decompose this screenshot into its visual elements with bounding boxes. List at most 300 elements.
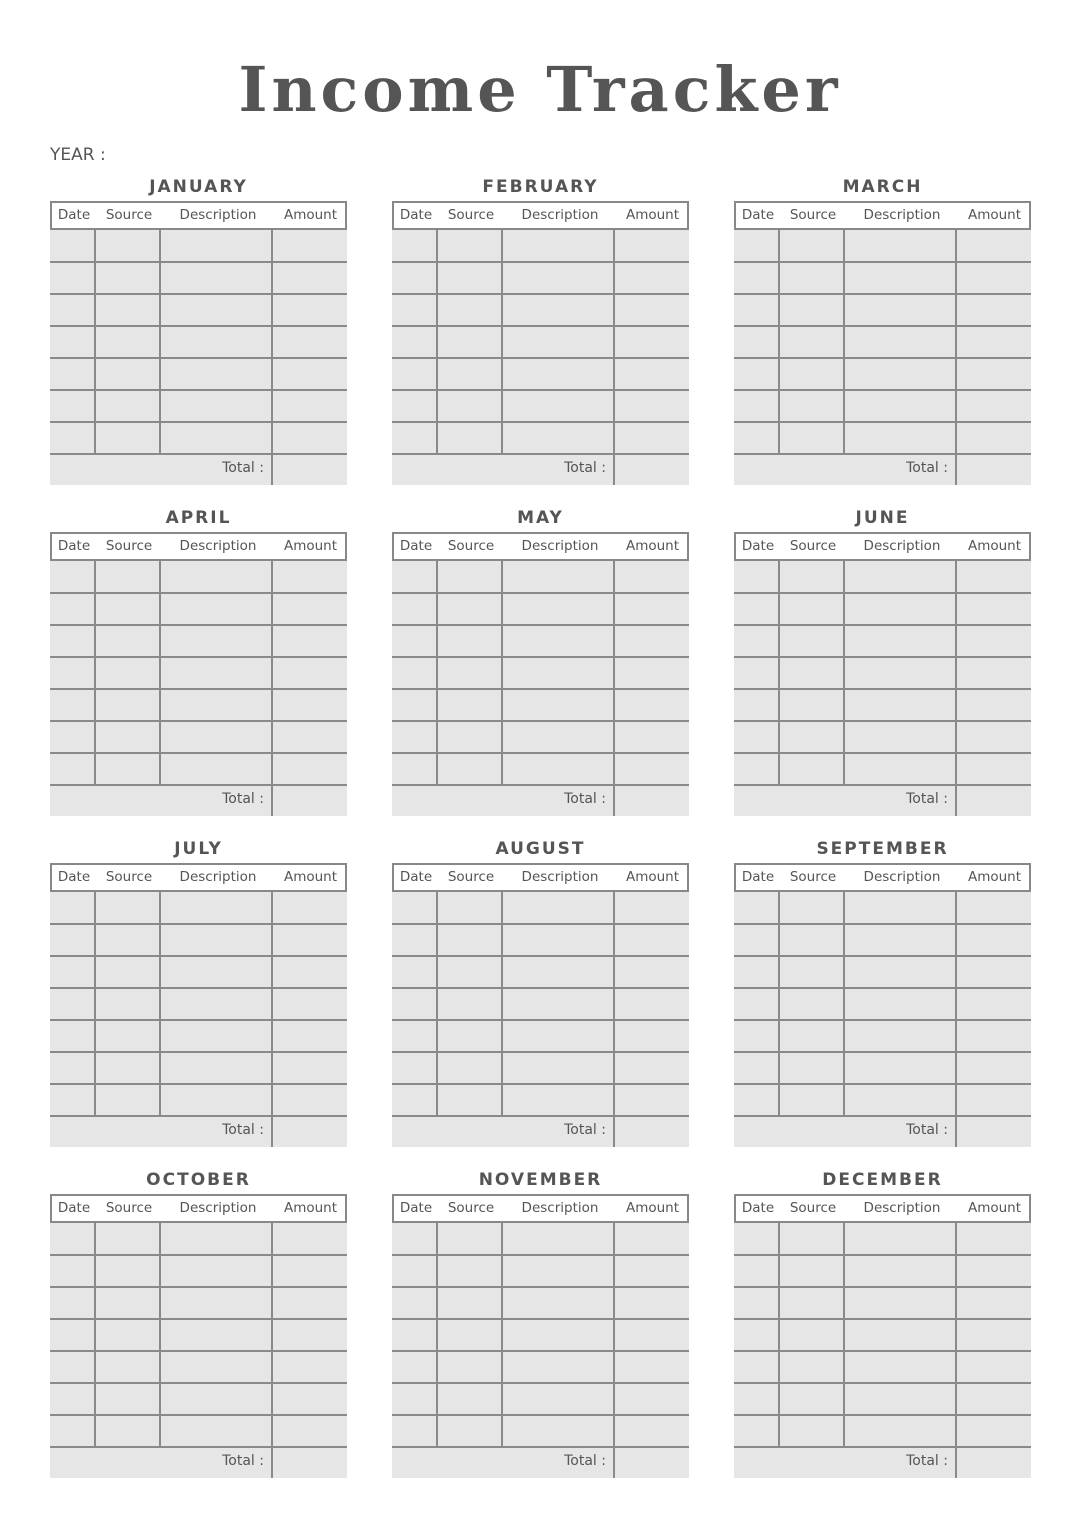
entry-cell-amount[interactable] <box>957 755 1031 785</box>
entry-cell-date[interactable] <box>734 360 778 390</box>
entry-cell-description[interactable] <box>161 1353 271 1383</box>
entry-cell-description[interactable] <box>845 926 955 956</box>
entry-cell-date[interactable] <box>392 894 436 924</box>
entry-cell-date[interactable] <box>734 1022 778 1052</box>
entry-cell-description[interactable] <box>503 1385 613 1415</box>
entry-cell-amount[interactable] <box>273 723 347 753</box>
entry-cell-description[interactable] <box>845 659 955 689</box>
entry-cell-amount[interactable] <box>273 894 347 924</box>
entry-cell-date[interactable] <box>392 990 436 1020</box>
entry-cell-amount[interactable] <box>273 958 347 988</box>
entry-cell-description[interactable] <box>503 1022 613 1052</box>
entry-cell-description[interactable] <box>161 1225 271 1255</box>
entry-cell-source[interactable] <box>780 563 843 593</box>
entry-cell-amount[interactable] <box>615 1321 689 1351</box>
entry-cell-source[interactable] <box>96 627 159 657</box>
entry-cell-description[interactable] <box>503 563 613 593</box>
entry-cell-description[interactable] <box>161 563 271 593</box>
entry-cell-amount[interactable] <box>615 232 689 262</box>
entry-cell-date[interactable] <box>734 691 778 721</box>
entry-cell-amount[interactable] <box>273 1353 347 1383</box>
entry-cell-description[interactable] <box>845 894 955 924</box>
entry-cell-amount[interactable] <box>615 723 689 753</box>
entry-cell-source[interactable] <box>438 296 501 326</box>
entry-cell-description[interactable] <box>845 1289 955 1319</box>
entry-cell-description[interactable] <box>503 1086 613 1116</box>
entry-cell-date[interactable] <box>392 1225 436 1255</box>
entry-cell-date[interactable] <box>734 232 778 262</box>
total-amount-cell[interactable] <box>957 456 1031 485</box>
entry-cell-description[interactable] <box>503 392 613 422</box>
entry-cell-source[interactable] <box>438 264 501 294</box>
entry-cell-date[interactable] <box>734 755 778 785</box>
entry-cell-date[interactable] <box>392 563 436 593</box>
entry-cell-amount[interactable] <box>957 595 1031 625</box>
entry-cell-source[interactable] <box>96 1225 159 1255</box>
entry-cell-date[interactable] <box>734 723 778 753</box>
entry-cell-amount[interactable] <box>615 392 689 422</box>
entry-cell-date[interactable] <box>734 926 778 956</box>
entry-cell-date[interactable] <box>50 990 94 1020</box>
total-amount-cell[interactable] <box>957 787 1031 816</box>
entry-cell-source[interactable] <box>780 1257 843 1287</box>
entry-cell-source[interactable] <box>438 1022 501 1052</box>
entry-cell-amount[interactable] <box>273 1054 347 1084</box>
entry-cell-source[interactable] <box>780 392 843 422</box>
entry-cell-source[interactable] <box>780 1417 843 1447</box>
entry-cell-amount[interactable] <box>273 296 347 326</box>
entry-cell-date[interactable] <box>50 360 94 390</box>
entry-cell-date[interactable] <box>734 1385 778 1415</box>
entry-cell-date[interactable] <box>734 1289 778 1319</box>
entry-cell-date[interactable] <box>734 1353 778 1383</box>
entry-cell-source[interactable] <box>438 328 501 358</box>
entry-cell-description[interactable] <box>845 360 955 390</box>
entry-cell-amount[interactable] <box>615 1054 689 1084</box>
entry-cell-source[interactable] <box>438 1257 501 1287</box>
entry-cell-source[interactable] <box>438 424 501 454</box>
entry-cell-description[interactable] <box>161 659 271 689</box>
entry-cell-amount[interactable] <box>957 563 1031 593</box>
entry-cell-source[interactable] <box>780 958 843 988</box>
entry-cell-source[interactable] <box>96 1289 159 1319</box>
entry-cell-amount[interactable] <box>957 894 1031 924</box>
entry-cell-date[interactable] <box>734 328 778 358</box>
entry-cell-description[interactable] <box>845 1225 955 1255</box>
entry-cell-source[interactable] <box>438 1385 501 1415</box>
entry-cell-source[interactable] <box>438 894 501 924</box>
entry-cell-source[interactable] <box>438 990 501 1020</box>
entry-cell-amount[interactable] <box>273 691 347 721</box>
entry-cell-amount[interactable] <box>957 627 1031 657</box>
entry-cell-amount[interactable] <box>615 424 689 454</box>
entry-cell-amount[interactable] <box>957 990 1031 1020</box>
entry-cell-amount[interactable] <box>957 1225 1031 1255</box>
entry-cell-source[interactable] <box>96 723 159 753</box>
entry-cell-source[interactable] <box>438 926 501 956</box>
entry-cell-amount[interactable] <box>273 659 347 689</box>
entry-cell-description[interactable] <box>161 264 271 294</box>
entry-cell-date[interactable] <box>392 659 436 689</box>
entry-cell-date[interactable] <box>392 1054 436 1084</box>
entry-cell-description[interactable] <box>845 424 955 454</box>
entry-cell-source[interactable] <box>96 691 159 721</box>
entry-cell-amount[interactable] <box>615 1353 689 1383</box>
entry-cell-date[interactable] <box>50 1353 94 1383</box>
entry-cell-description[interactable] <box>503 1257 613 1287</box>
entry-cell-date[interactable] <box>50 1321 94 1351</box>
entry-cell-source[interactable] <box>96 232 159 262</box>
entry-cell-source[interactable] <box>96 1321 159 1351</box>
entry-cell-date[interactable] <box>392 328 436 358</box>
entry-cell-amount[interactable] <box>957 723 1031 753</box>
entry-cell-source[interactable] <box>96 926 159 956</box>
entry-cell-description[interactable] <box>161 755 271 785</box>
entry-cell-date[interactable] <box>734 659 778 689</box>
entry-cell-date[interactable] <box>50 595 94 625</box>
total-amount-cell[interactable] <box>273 1449 347 1478</box>
entry-cell-amount[interactable] <box>957 926 1031 956</box>
entry-cell-description[interactable] <box>503 691 613 721</box>
entry-cell-amount[interactable] <box>615 691 689 721</box>
entry-cell-source[interactable] <box>780 926 843 956</box>
entry-cell-source[interactable] <box>438 1054 501 1084</box>
entry-cell-amount[interactable] <box>957 1022 1031 1052</box>
entry-cell-date[interactable] <box>50 659 94 689</box>
entry-cell-amount[interactable] <box>273 926 347 956</box>
entry-cell-amount[interactable] <box>615 755 689 785</box>
entry-cell-source[interactable] <box>96 1086 159 1116</box>
entry-cell-source[interactable] <box>96 659 159 689</box>
total-amount-cell[interactable] <box>273 456 347 485</box>
entry-cell-description[interactable] <box>503 1353 613 1383</box>
entry-cell-amount[interactable] <box>615 595 689 625</box>
entry-cell-source[interactable] <box>780 691 843 721</box>
entry-cell-description[interactable] <box>845 595 955 625</box>
entry-cell-date[interactable] <box>734 1054 778 1084</box>
entry-cell-source[interactable] <box>780 1289 843 1319</box>
entry-cell-source[interactable] <box>96 595 159 625</box>
entry-cell-source[interactable] <box>780 894 843 924</box>
entry-cell-description[interactable] <box>845 232 955 262</box>
entry-cell-description[interactable] <box>161 1054 271 1084</box>
entry-cell-amount[interactable] <box>615 328 689 358</box>
entry-cell-amount[interactable] <box>273 424 347 454</box>
entry-cell-source[interactable] <box>780 360 843 390</box>
entry-cell-date[interactable] <box>50 563 94 593</box>
total-amount-cell[interactable] <box>615 1118 689 1147</box>
entry-cell-source[interactable] <box>438 1353 501 1383</box>
entry-cell-source[interactable] <box>96 264 159 294</box>
entry-cell-amount[interactable] <box>615 1225 689 1255</box>
entry-cell-source[interactable] <box>780 755 843 785</box>
entry-cell-description[interactable] <box>161 723 271 753</box>
entry-cell-date[interactable] <box>392 755 436 785</box>
entry-cell-source[interactable] <box>780 264 843 294</box>
entry-cell-amount[interactable] <box>957 1385 1031 1415</box>
entry-cell-source[interactable] <box>96 563 159 593</box>
entry-cell-description[interactable] <box>845 1321 955 1351</box>
entry-cell-amount[interactable] <box>957 296 1031 326</box>
entry-cell-amount[interactable] <box>273 627 347 657</box>
entry-cell-date[interactable] <box>734 894 778 924</box>
entry-cell-date[interactable] <box>734 563 778 593</box>
entry-cell-source[interactable] <box>438 563 501 593</box>
entry-cell-date[interactable] <box>392 958 436 988</box>
entry-cell-description[interactable] <box>503 296 613 326</box>
entry-cell-amount[interactable] <box>615 1257 689 1287</box>
entry-cell-date[interactable] <box>392 1417 436 1447</box>
entry-cell-date[interactable] <box>734 990 778 1020</box>
entry-cell-source[interactable] <box>780 1353 843 1383</box>
entry-cell-description[interactable] <box>161 595 271 625</box>
entry-cell-amount[interactable] <box>957 360 1031 390</box>
entry-cell-description[interactable] <box>161 1086 271 1116</box>
entry-cell-amount[interactable] <box>273 1321 347 1351</box>
entry-cell-amount[interactable] <box>615 627 689 657</box>
entry-cell-source[interactable] <box>438 360 501 390</box>
entry-cell-date[interactable] <box>392 691 436 721</box>
entry-cell-source[interactable] <box>96 990 159 1020</box>
entry-cell-date[interactable] <box>734 1417 778 1447</box>
entry-cell-date[interactable] <box>392 1321 436 1351</box>
entry-cell-date[interactable] <box>50 1257 94 1287</box>
entry-cell-amount[interactable] <box>957 691 1031 721</box>
entry-cell-amount[interactable] <box>273 595 347 625</box>
entry-cell-source[interactable] <box>438 691 501 721</box>
entry-cell-description[interactable] <box>161 1385 271 1415</box>
entry-cell-amount[interactable] <box>957 392 1031 422</box>
entry-cell-amount[interactable] <box>615 894 689 924</box>
entry-cell-description[interactable] <box>845 1385 955 1415</box>
entry-cell-description[interactable] <box>845 1353 955 1383</box>
entry-cell-amount[interactable] <box>273 563 347 593</box>
entry-cell-description[interactable] <box>503 1054 613 1084</box>
entry-cell-source[interactable] <box>780 1225 843 1255</box>
entry-cell-description[interactable] <box>161 926 271 956</box>
entry-cell-source[interactable] <box>96 1054 159 1084</box>
entry-cell-source[interactable] <box>96 894 159 924</box>
entry-cell-amount[interactable] <box>615 1086 689 1116</box>
entry-cell-source[interactable] <box>780 990 843 1020</box>
entry-cell-description[interactable] <box>503 232 613 262</box>
entry-cell-source[interactable] <box>780 424 843 454</box>
entry-cell-source[interactable] <box>96 1417 159 1447</box>
entry-cell-description[interactable] <box>503 595 613 625</box>
entry-cell-description[interactable] <box>845 563 955 593</box>
entry-cell-source[interactable] <box>438 723 501 753</box>
entry-cell-date[interactable] <box>50 723 94 753</box>
entry-cell-amount[interactable] <box>957 958 1031 988</box>
entry-cell-description[interactable] <box>503 360 613 390</box>
entry-cell-source[interactable] <box>438 1225 501 1255</box>
entry-cell-amount[interactable] <box>615 990 689 1020</box>
entry-cell-date[interactable] <box>50 894 94 924</box>
entry-cell-date[interactable] <box>392 1257 436 1287</box>
entry-cell-amount[interactable] <box>273 1257 347 1287</box>
entry-cell-date[interactable] <box>50 328 94 358</box>
entry-cell-date[interactable] <box>50 958 94 988</box>
entry-cell-source[interactable] <box>780 296 843 326</box>
total-amount-cell[interactable] <box>615 787 689 816</box>
entry-cell-description[interactable] <box>161 1022 271 1052</box>
entry-cell-date[interactable] <box>392 926 436 956</box>
entry-cell-date[interactable] <box>50 926 94 956</box>
entry-cell-description[interactable] <box>845 1257 955 1287</box>
entry-cell-date[interactable] <box>734 1321 778 1351</box>
entry-cell-date[interactable] <box>734 595 778 625</box>
entry-cell-description[interactable] <box>503 424 613 454</box>
entry-cell-description[interactable] <box>845 691 955 721</box>
entry-cell-description[interactable] <box>161 1417 271 1447</box>
entry-cell-amount[interactable] <box>273 755 347 785</box>
entry-cell-amount[interactable] <box>957 1086 1031 1116</box>
entry-cell-date[interactable] <box>50 232 94 262</box>
entry-cell-description[interactable] <box>845 958 955 988</box>
entry-cell-amount[interactable] <box>615 958 689 988</box>
entry-cell-date[interactable] <box>392 1086 436 1116</box>
entry-cell-source[interactable] <box>96 1353 159 1383</box>
entry-cell-source[interactable] <box>780 328 843 358</box>
entry-cell-description[interactable] <box>845 627 955 657</box>
entry-cell-amount[interactable] <box>957 328 1031 358</box>
entry-cell-source[interactable] <box>438 627 501 657</box>
entry-cell-description[interactable] <box>161 691 271 721</box>
entry-cell-description[interactable] <box>161 424 271 454</box>
entry-cell-amount[interactable] <box>273 1385 347 1415</box>
entry-cell-description[interactable] <box>503 958 613 988</box>
entry-cell-description[interactable] <box>845 1054 955 1084</box>
entry-cell-description[interactable] <box>503 659 613 689</box>
entry-cell-description[interactable] <box>503 264 613 294</box>
entry-cell-date[interactable] <box>392 1022 436 1052</box>
entry-cell-date[interactable] <box>392 1289 436 1319</box>
entry-cell-date[interactable] <box>734 1225 778 1255</box>
entry-cell-description[interactable] <box>161 1289 271 1319</box>
entry-cell-description[interactable] <box>503 1225 613 1255</box>
entry-cell-date[interactable] <box>50 755 94 785</box>
entry-cell-source[interactable] <box>96 296 159 326</box>
entry-cell-amount[interactable] <box>273 1417 347 1447</box>
entry-cell-source[interactable] <box>780 595 843 625</box>
entry-cell-amount[interactable] <box>615 1289 689 1319</box>
total-amount-cell[interactable] <box>957 1449 1031 1478</box>
entry-cell-source[interactable] <box>438 392 501 422</box>
entry-cell-description[interactable] <box>503 1289 613 1319</box>
entry-cell-description[interactable] <box>503 1321 613 1351</box>
entry-cell-date[interactable] <box>734 958 778 988</box>
entry-cell-date[interactable] <box>392 723 436 753</box>
entry-cell-amount[interactable] <box>273 264 347 294</box>
total-amount-cell[interactable] <box>957 1118 1031 1147</box>
entry-cell-description[interactable] <box>161 958 271 988</box>
entry-cell-description[interactable] <box>845 264 955 294</box>
entry-cell-source[interactable] <box>96 424 159 454</box>
entry-cell-amount[interactable] <box>957 424 1031 454</box>
entry-cell-source[interactable] <box>96 1385 159 1415</box>
entry-cell-source[interactable] <box>780 232 843 262</box>
entry-cell-source[interactable] <box>780 1321 843 1351</box>
entry-cell-date[interactable] <box>50 1225 94 1255</box>
entry-cell-source[interactable] <box>780 723 843 753</box>
entry-cell-source[interactable] <box>438 1086 501 1116</box>
entry-cell-description[interactable] <box>161 392 271 422</box>
entry-cell-amount[interactable] <box>615 296 689 326</box>
entry-cell-description[interactable] <box>845 1417 955 1447</box>
entry-cell-source[interactable] <box>438 1321 501 1351</box>
entry-cell-source[interactable] <box>438 1289 501 1319</box>
entry-cell-description[interactable] <box>161 990 271 1020</box>
entry-cell-source[interactable] <box>96 958 159 988</box>
entry-cell-source[interactable] <box>96 360 159 390</box>
entry-cell-amount[interactable] <box>273 1225 347 1255</box>
entry-cell-source[interactable] <box>438 1417 501 1447</box>
entry-cell-amount[interactable] <box>957 659 1031 689</box>
entry-cell-source[interactable] <box>96 328 159 358</box>
entry-cell-description[interactable] <box>503 755 613 785</box>
entry-cell-description[interactable] <box>845 990 955 1020</box>
entry-cell-amount[interactable] <box>957 1417 1031 1447</box>
entry-cell-date[interactable] <box>50 1022 94 1052</box>
entry-cell-description[interactable] <box>161 627 271 657</box>
entry-cell-source[interactable] <box>438 659 501 689</box>
entry-cell-source[interactable] <box>96 392 159 422</box>
entry-cell-description[interactable] <box>503 894 613 924</box>
entry-cell-date[interactable] <box>392 392 436 422</box>
entry-cell-date[interactable] <box>734 1086 778 1116</box>
entry-cell-description[interactable] <box>845 392 955 422</box>
entry-cell-date[interactable] <box>392 595 436 625</box>
entry-cell-amount[interactable] <box>615 1417 689 1447</box>
entry-cell-description[interactable] <box>503 723 613 753</box>
entry-cell-amount[interactable] <box>615 926 689 956</box>
entry-cell-description[interactable] <box>845 296 955 326</box>
entry-cell-date[interactable] <box>50 1417 94 1447</box>
entry-cell-description[interactable] <box>503 1417 613 1447</box>
entry-cell-amount[interactable] <box>957 264 1031 294</box>
entry-cell-amount[interactable] <box>273 392 347 422</box>
entry-cell-amount[interactable] <box>273 1022 347 1052</box>
entry-cell-description[interactable] <box>161 1321 271 1351</box>
entry-cell-source[interactable] <box>96 755 159 785</box>
entry-cell-description[interactable] <box>845 755 955 785</box>
entry-cell-date[interactable] <box>734 1257 778 1287</box>
entry-cell-source[interactable] <box>780 1385 843 1415</box>
entry-cell-amount[interactable] <box>957 1054 1031 1084</box>
entry-cell-description[interactable] <box>845 328 955 358</box>
entry-cell-description[interactable] <box>503 627 613 657</box>
entry-cell-date[interactable] <box>50 1385 94 1415</box>
entry-cell-date[interactable] <box>50 1289 94 1319</box>
entry-cell-source[interactable] <box>780 1086 843 1116</box>
entry-cell-date[interactable] <box>734 392 778 422</box>
entry-cell-date[interactable] <box>392 296 436 326</box>
entry-cell-description[interactable] <box>161 894 271 924</box>
entry-cell-description[interactable] <box>503 926 613 956</box>
entry-cell-amount[interactable] <box>957 1321 1031 1351</box>
entry-cell-amount[interactable] <box>615 1385 689 1415</box>
entry-cell-amount[interactable] <box>615 360 689 390</box>
entry-cell-amount[interactable] <box>957 1289 1031 1319</box>
entry-cell-date[interactable] <box>392 627 436 657</box>
entry-cell-source[interactable] <box>438 755 501 785</box>
entry-cell-description[interactable] <box>845 723 955 753</box>
entry-cell-description[interactable] <box>503 990 613 1020</box>
entry-cell-date[interactable] <box>734 424 778 454</box>
entry-cell-description[interactable] <box>161 1257 271 1287</box>
entry-cell-date[interactable] <box>50 691 94 721</box>
entry-cell-date[interactable] <box>392 424 436 454</box>
